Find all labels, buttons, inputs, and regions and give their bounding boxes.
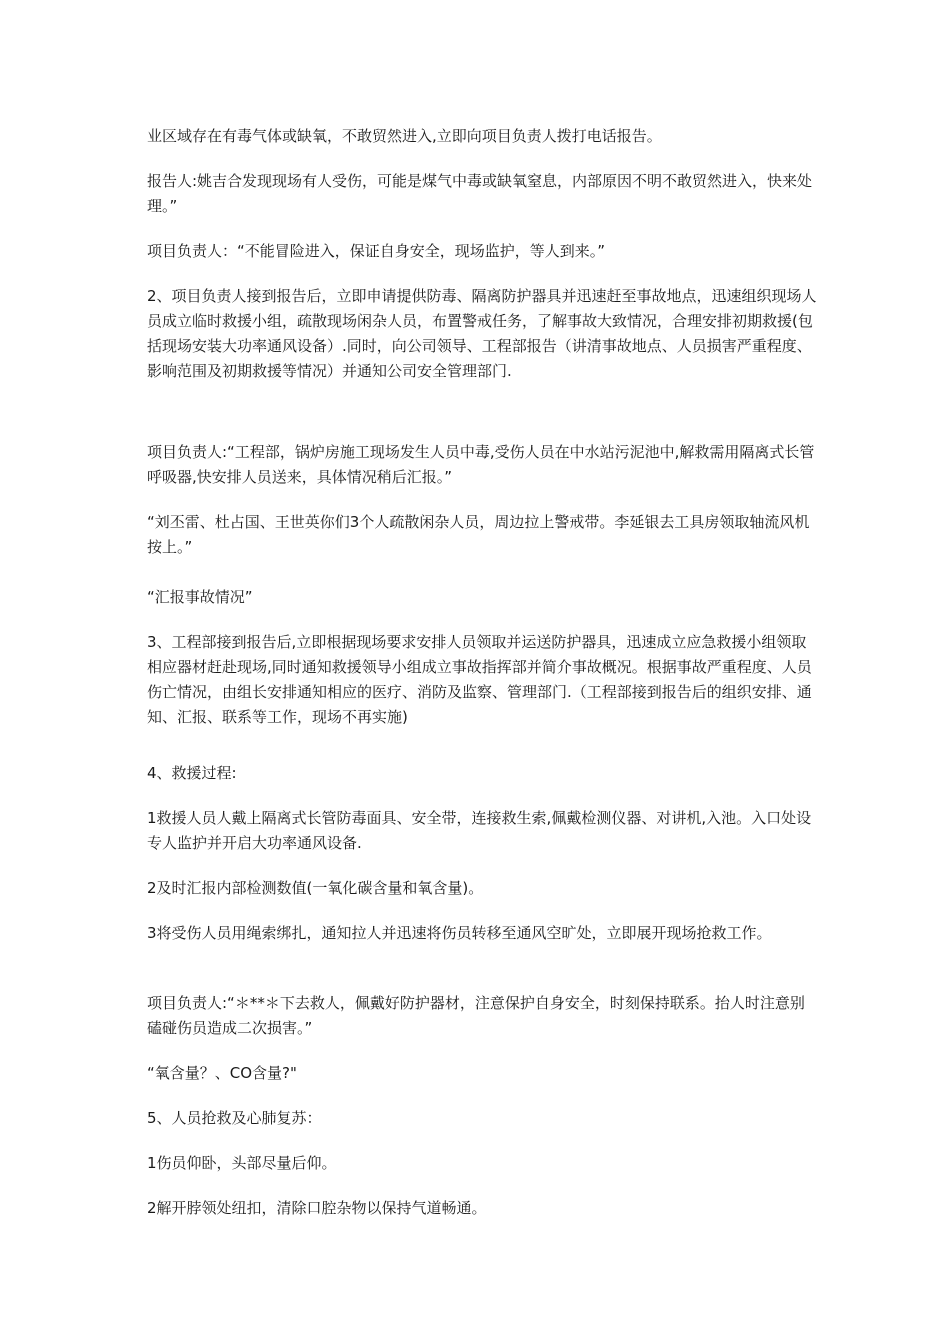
paragraph-step-2: 2、项目负责人接到报告后，立即申请提供防毒、隔离防护器具并迅速赶至事故地点，迅速组织现场人员成立临时救援小组，疏散现场闲杂人员，布置警戒任务，了解事故大致情况，合理安排初期救援(包括现场安装大功率通风设备）.同时，向公司领导、工程部报告（讲清事故地点、人员损害严重程度、影响范围及初期救援等情况）并通知公司安全管理部门. [147, 287, 817, 380]
paragraph-rescue-2: 2及时汇报内部检测数值(一氧化碳含量和氧含量)。 [147, 879, 484, 897]
paragraph-oxygen-query: “氧含量？、CO含量?" [147, 1064, 297, 1082]
paragraph-report-accident: “汇报事故情况” [147, 588, 253, 606]
paragraph-intro: 业区域存在有毒气体或缺氧，不敢贸然进入,立即向项目负责人拨打电话报告。 [147, 127, 662, 145]
paragraph-rescue-1: 1救援人员人戴上隔离式长管防毒面具、安全带，连接救生索,佩戴检测仪器、对讲机,入池。入口处设专人监护并开启大功率通风设备. [147, 809, 812, 852]
paragraph-step-5-heading: 5、人员抢救及心肺复苏： [147, 1109, 322, 1127]
paragraph-leader-engineering: 项目负责人:“工程部，锅炉房施工现场发生人员中毒,受伤人员在中水站污泥池中,解救需用隔离式长管呼吸器,快安排人员送来，具体情况稍后汇报。” [147, 443, 815, 486]
paragraph-assign-staff: “刘丕雷、杜占国、王世英你们3个人疏散闲杂人员，周边拉上警戒带。李延银去工具房领取轴流风机按上。” [147, 513, 810, 556]
paragraph-cpr-1: 1伤员仰卧，头部尽量后仰。 [147, 1154, 337, 1172]
paragraph-cpr-2: 2解开脖领处纽扣，清除口腔杂物以保持气道畅通。 [147, 1199, 487, 1217]
paragraph-reporter-call: 报告人:姚吉合发现现场有人受伤，可能是煤气中毒或缺氧窒息，内部原因不明不敢贸然进入，快来处理。” [147, 172, 813, 215]
paragraph-rescue-3: 3将受伤人员用绳索绑扎，通知拉人并迅速将伤员转移至通风空旷处，立即展开现场抢救工作。 [147, 924, 772, 942]
paragraph-step-3: 3、工程部接到报告后,立即根据现场要求安排人员领取并运送防护器具，迅速成立应急救援小组领取相应器材赶赴现场,同时通知救援领导小组成立事故指挥部并简介事故概况。根据事故严重程度、人员伤亡情况，由组长安排通知相应的医疗、消防及监察、管理部门.（工程部接到报告后的组织安排、通知、汇报、联系等工作，现场不再实施) [147, 633, 812, 726]
paragraph-leader-reply: 项目负责人：“不能冒险进入，保证自身安全，现场监护，等人到来。” [147, 242, 606, 260]
paragraph-step-4-heading: 4、救援过程: [147, 764, 237, 782]
paragraph-leader-instruction: 项目负责人:“＊**＊下去救人，佩戴好防护器材，注意保护自身安全，时刻保持联系。抬人时注意别磕碰伤员造成二次损害。” [147, 994, 805, 1037]
